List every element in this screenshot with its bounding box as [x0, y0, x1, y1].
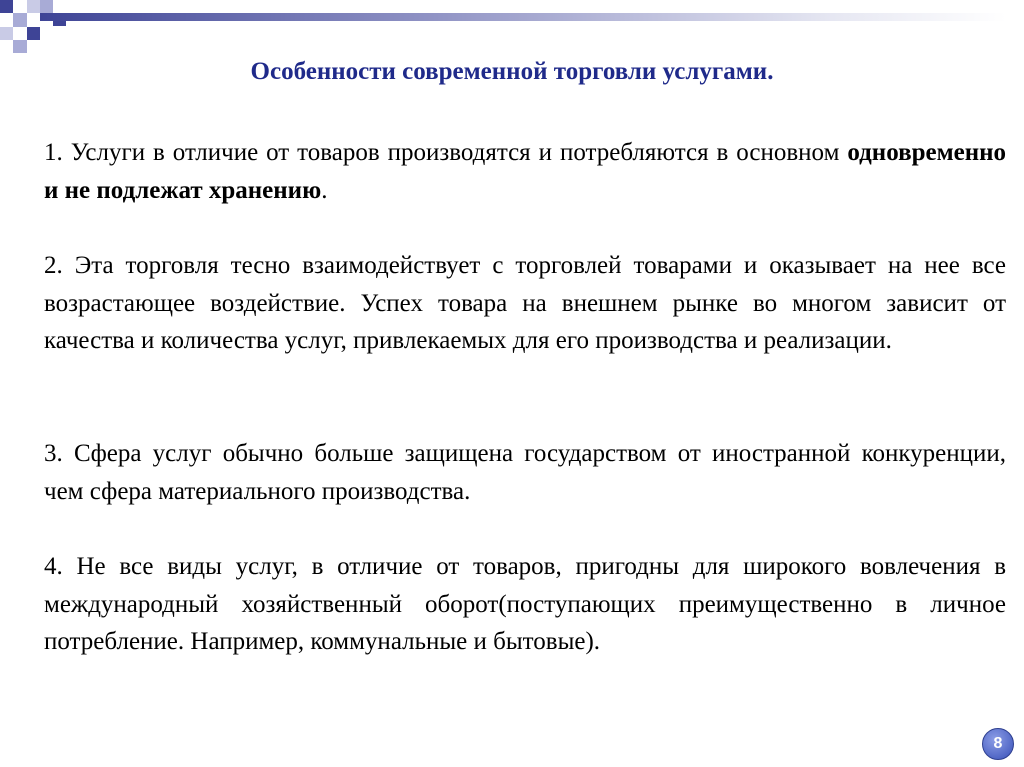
- paragraph-2-number: 2.: [44, 252, 63, 279]
- corner-square-7: [0, 27, 13, 40]
- paragraph-3-number: 3.: [44, 440, 63, 467]
- paragraph-4: [44, 548, 1006, 661]
- corner-square-5: [40, 0, 53, 13]
- paragraph-1-end: .: [321, 176, 328, 204]
- paragraph-2-text: Эта торговля тесно взаимодействует с торговлей товарами и оказывает на нее все возрастающее воздействие. Успех товара на внешнем рынке во многом зависит от качества и количества услуг, привлекаемых для его производства и реализации.: [44, 252, 1006, 354]
- paragraph-1-number: 1.: [44, 139, 63, 166]
- page-number-badge: 8: [982, 728, 1014, 760]
- paragraph-3-text: Сфера услуг обычно больше защищена государством от иностранной конкуренции, чем сфера материального производства.: [44, 440, 1006, 505]
- corner-square-3: [27, 0, 40, 13]
- header-gradient-bar: [40, 13, 1006, 21]
- slide-title: Особенности современной торговли услугами.: [250, 58, 774, 85]
- paragraph-3: [44, 435, 1006, 510]
- paragraph-2: [44, 247, 1006, 360]
- paragraph-4-text: Не все виды услуг, в отличие от товаров, пригодны для широкого вовлечения в международный хозяйственный оборот(поступающих преимущественно в личное потребление. Например, коммунальные и бытовые).: [44, 553, 1006, 655]
- corner-square-2: [13, 13, 27, 27]
- paragraph-1-text: Услуги в отличие от товаров производятся и потребляются в основном: [70, 139, 848, 166]
- paragraph-1: [44, 134, 1006, 209]
- paragraph-1-bold: одновременно и не подлежат хранению: [44, 139, 1007, 204]
- paragraph-4-number: 4.: [44, 553, 63, 580]
- corner-square-1: [0, 0, 13, 13]
- corner-square-8: [13, 40, 27, 53]
- corner-square-4: [27, 27, 40, 40]
